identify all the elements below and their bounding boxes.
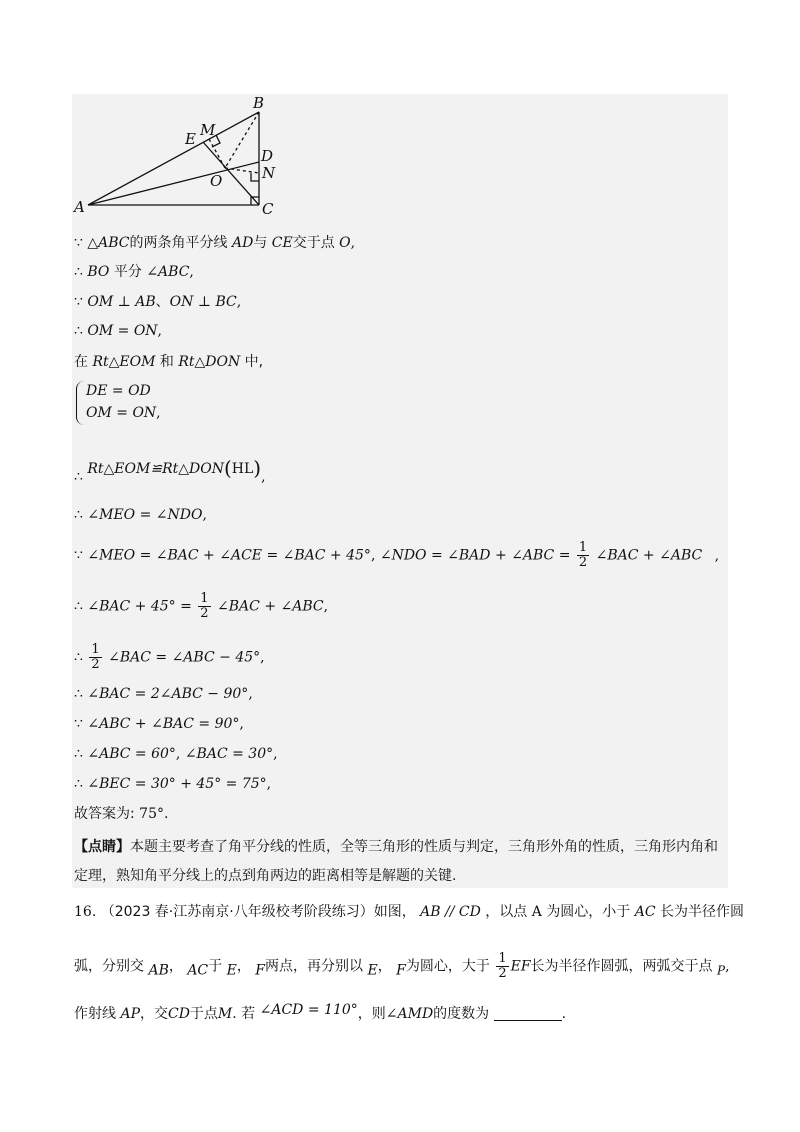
segment-bo [225,112,259,168]
solution-line-5: 在 Rt△EOM 和 Rt△DON 中, [74,354,264,370]
solution-line-9: ∴ ∠MEO = ∠NDO, [74,507,207,523]
system-line-1: DE = OD [86,383,151,399]
solution-line-4: ∴ OM = ON, [74,323,162,339]
system-line-2: OM = ON, [86,405,161,421]
solution-line-12: ∴ $\frac{1}{2}$ ∠BAC = ∠ABC − 45°, [74,642,265,672]
comment-line-1: 【点睛】本题主要考查了角平分线的性质，全等三角形的性质与判定，三角形外角的性质，三角形内角和 [74,839,718,855]
label-d: D [261,147,274,165]
label-n: N [262,164,276,182]
system-brace [76,381,85,425]
comment-line-2: 定理，熟知角平分线上的点到角两边的距离相等是解题的关键. [74,868,457,884]
solution-line-15: ∴ ∠ABC = 60°, ∠BAC = 30°, [74,746,278,762]
label-a: A [74,198,85,216]
solution-line-3: ∵ OM ⊥ AB、ON ⊥ BC, [74,294,242,310]
right-angle-n [251,173,259,181]
solution-line-11: ∴ ∠BAC + 45° = $\frac{1}{2}$ ∠BAC + ∠ABC, [74,591,329,621]
label-e: E [185,130,196,148]
solution-line-1: ∵ △ABC的两条角平分线 AD与 CE交于点 O, [74,235,356,251]
triangle-figure [72,94,312,220]
solution-line-2: ∴ BO 平分 ∠ABC, [74,264,194,280]
solution-line-8: ∴ Rt△EOM≌Rt△DON(HL), [74,456,266,485]
segment-ab [88,112,259,205]
label-b: B [253,94,265,112]
answer-line: 故答案为: 75°. [74,806,169,822]
label-o: O [210,172,223,190]
solution-line-13: ∴ ∠BAC = 2∠ABC − 90°, [74,686,253,702]
problem-line-2: 弧，分别交 AB， AC于 E， F两点，再分别以 E， F为圆心，大于 $\frac{1}{2}$ EF长为半径作圆弧，两弧交于点 P, [74,951,730,981]
label-m: M [200,121,216,139]
label-c: C [262,200,274,218]
problem-line-3: 作射线 AP，交CD于点M. 若 ∠ACD = 110°，则∠AMD的度数为 . [74,1002,567,1022]
answer-blank[interactable] [494,1006,562,1021]
solution-line-10: ∵ ∠MEO = ∠BAC + ∠ACE = ∠BAC + 45°, ∠NDO = ∠BAD + ∠ABC = $\frac{1}{2}$ ∠BAC + ∠ABC , [74,540,720,570]
segment-ad [88,162,259,205]
problem-line-1: 16. （2023 春·江苏南京·八年级校考阶段练习）如图， AB // CD ，以点 A 为圆心，小于 AC 长为半径作圆 [74,904,745,920]
solution-line-14: ∵ ∠ABC + ∠BAC = 90°, [74,716,244,732]
solution-line-16: ∴ ∠BEC = 30° + 45° = 75°, [74,776,272,792]
